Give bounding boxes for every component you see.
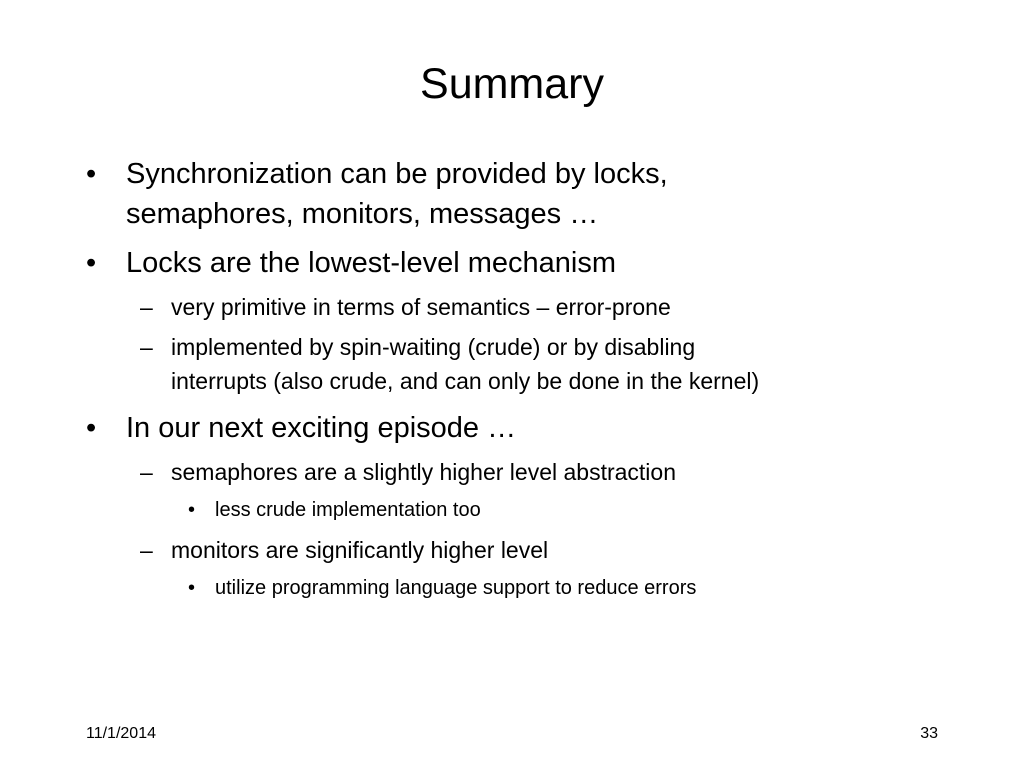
- dash-marker: –: [140, 537, 153, 563]
- footer-date: 11/1/2014: [86, 725, 156, 742]
- sub-sub-bullet-item: [0, 496, 1024, 524]
- bullet-item: [0, 154, 1024, 234]
- sub-sub-bullet-text-line: less crude implementation too: [215, 499, 481, 521]
- bullet-text-line: semaphores, monitors, messages …: [126, 198, 599, 230]
- sub-bullet-text-line: semaphores are a slightly higher level abstraction: [171, 459, 676, 485]
- page-number: 33: [920, 725, 938, 742]
- bullet-marker: •: [86, 247, 97, 279]
- dash-marker: –: [140, 334, 153, 360]
- bullet-marker: •: [86, 412, 97, 444]
- bullet-item: [0, 408, 1024, 448]
- bullet-marker: •: [188, 499, 196, 521]
- bullet-item: [0, 243, 1024, 283]
- sub-bullet-item: [0, 455, 1024, 489]
- dash-marker: –: [140, 459, 153, 485]
- bullet-text-line: Locks are the lowest-level mechanism: [126, 247, 616, 279]
- sub-bullet-text-line: very primitive in terms of semantics – error-prone: [171, 294, 671, 320]
- bullet-text-line: In our next exciting episode …: [126, 412, 517, 444]
- sub-bullet-item: [0, 290, 1024, 324]
- sub-bullet-item: [0, 533, 1024, 567]
- sub-sub-bullet-item: [0, 574, 1024, 602]
- sub-bullet-item: [0, 330, 1024, 398]
- sub-bullet-text-line: implemented by spin-waiting (crude) or by disabling: [171, 334, 696, 360]
- bullet-marker: •: [86, 158, 97, 190]
- sub-bullet-text-line: interrupts (also crude, and can only be done in the kernel): [171, 368, 760, 394]
- sub-sub-bullet-text-line: utilize programming language support to reduce errors: [215, 577, 697, 599]
- slide-title: Summary: [420, 60, 604, 108]
- sub-bullet-text-line: monitors are significantly higher level: [171, 537, 549, 563]
- bullet-text-line: Synchronization can be provided by locks,: [126, 158, 668, 190]
- bullet-marker: •: [188, 577, 196, 599]
- dash-marker: –: [140, 294, 153, 320]
